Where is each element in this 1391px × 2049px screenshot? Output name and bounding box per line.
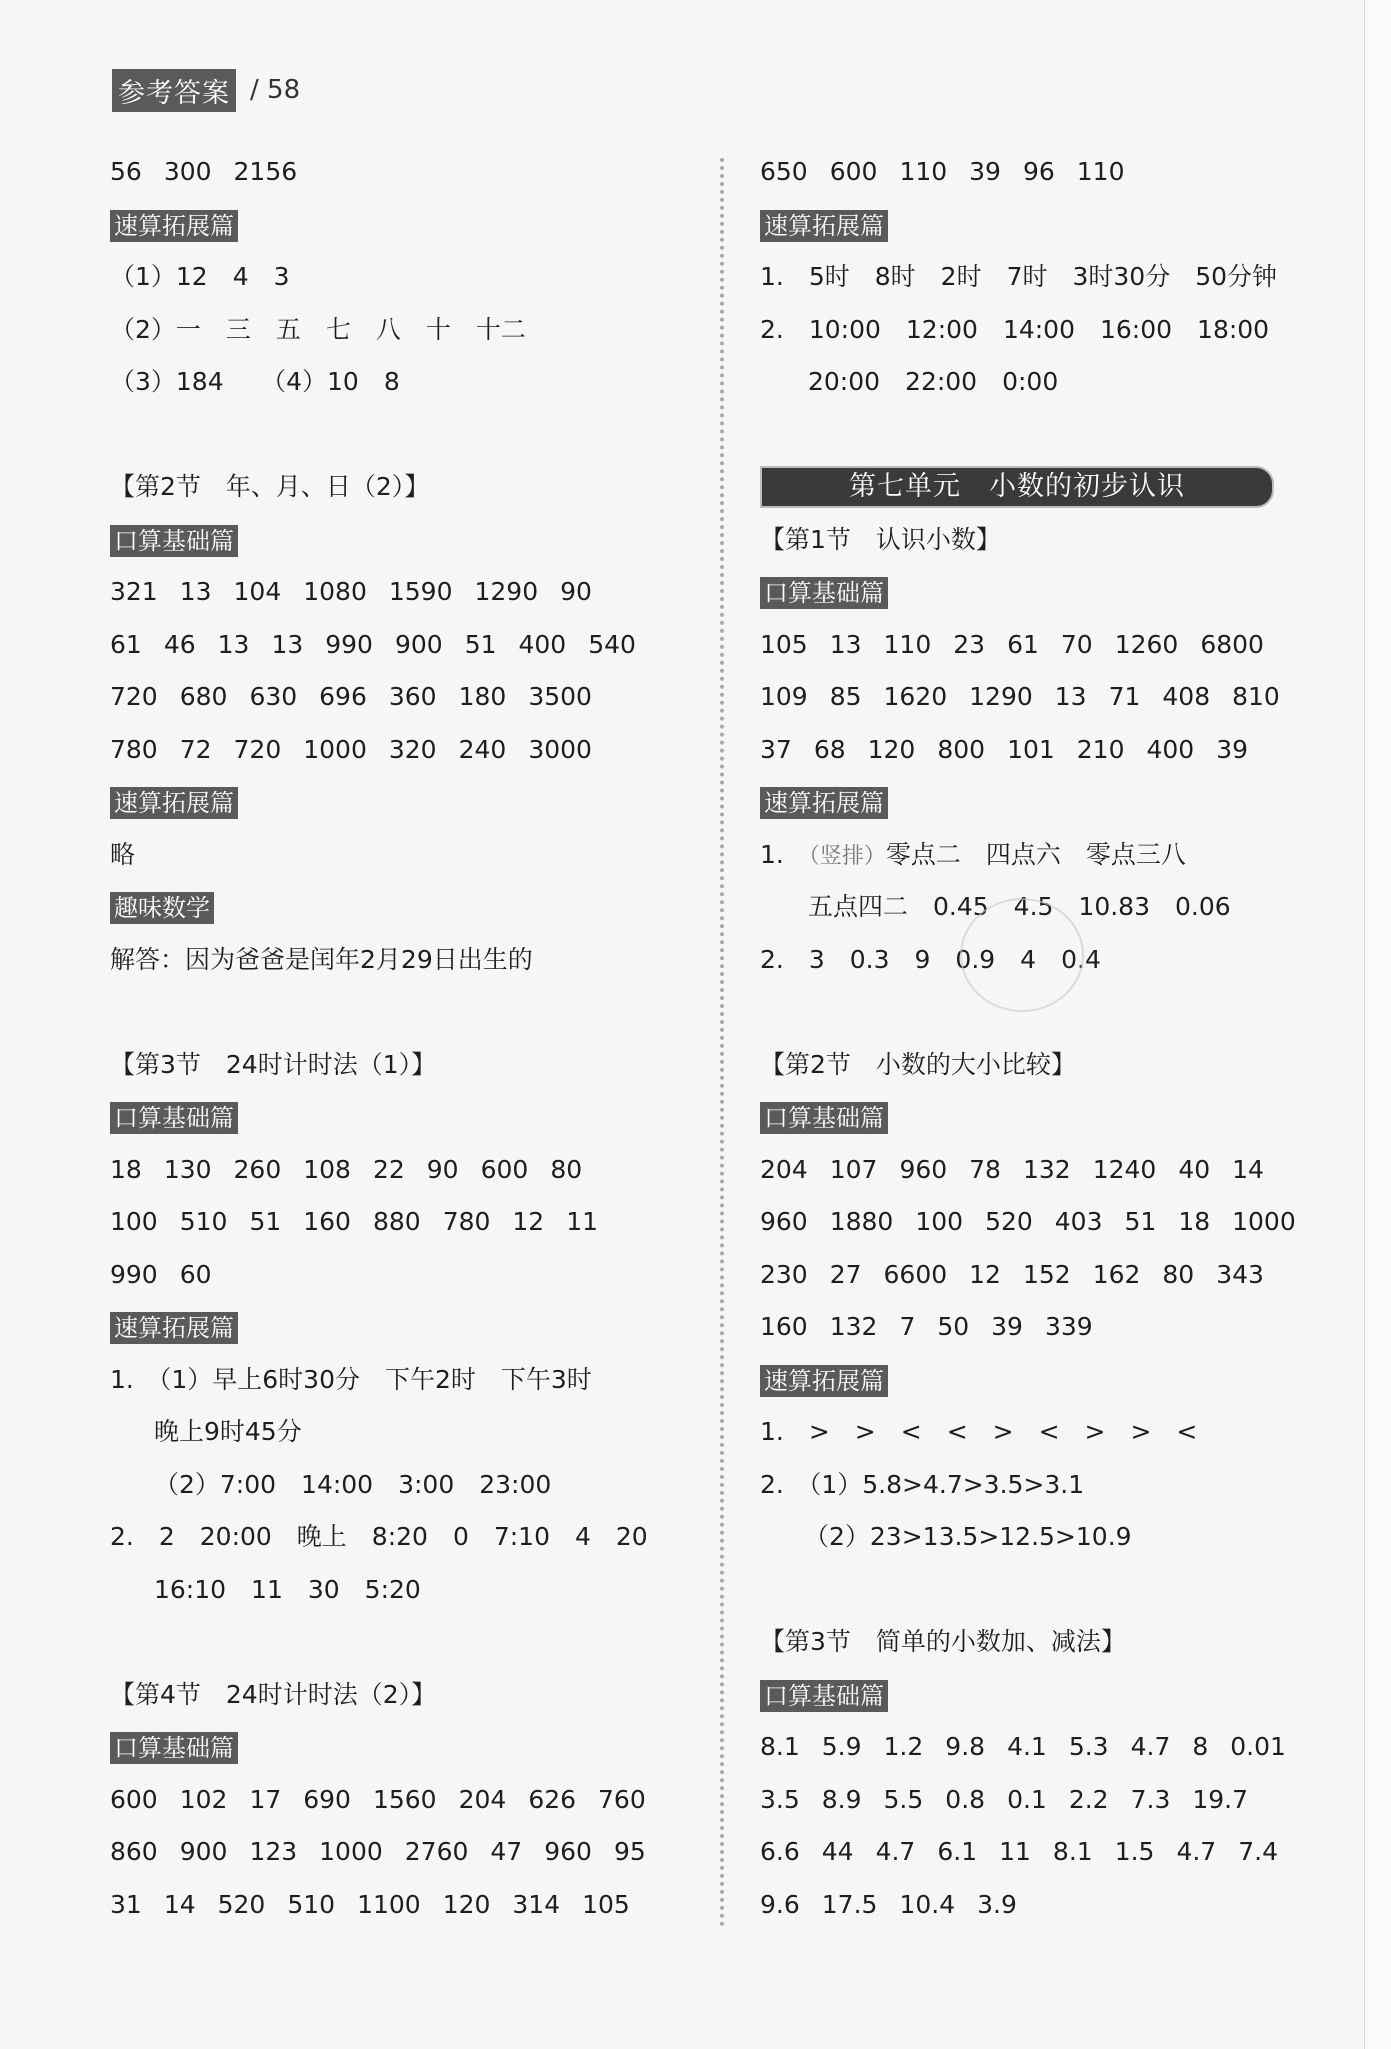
section-label: 口算基础篇 [760,1680,888,1712]
answer-value: 162 [1092,1259,1141,1289]
answer-line: 五点四二 0.45 4.5 10.83 0.06 [808,892,1231,921]
answer-value: 1620 [883,682,948,711]
section-label-line [110,1301,700,1354]
answer-value: 210 [1076,734,1125,764]
answer-value: 1290 [969,682,1033,711]
answer-value: 680 [179,682,228,711]
section-label-line [760,566,1320,619]
answer-value: 27 [829,1259,862,1289]
answer-value: 0.01 [1230,1732,1286,1761]
answer-value: 880 [372,1207,421,1236]
section-label: 口算基础篇 [760,577,888,609]
answer-value: 102 [179,1784,228,1814]
answer-value: 123 [249,1837,298,1866]
answer-value: 50 [937,1312,970,1341]
answer-value: 630 [249,682,298,711]
section-label: 速算拓展篇 [760,1365,888,1397]
answer-value: 4.7 [1176,1837,1217,1866]
answer-value: 44 [821,1837,854,1866]
answer-value: 160 [760,1312,808,1341]
answer-value: 1.2 [883,1732,924,1761]
answer-value: 105 [582,1889,630,1919]
answer-value: 360 [388,682,437,711]
answer-value: 23 [953,629,986,659]
answer-line: （2）23>13.5>12.5>10.9 [804,1522,1132,1551]
answer-value: 3.9 [977,1889,1017,1919]
answer-value: 90 [426,1154,459,1184]
answer-value: 80 [550,1154,583,1184]
answer-value: 6800 [1200,629,1264,659]
answer-value: 0.8 [945,1784,986,1814]
answer-value: 60 [179,1259,212,1289]
answer-value: 320 [388,734,437,764]
spacer [110,986,700,1039]
answer-value: 17.5 [821,1889,878,1919]
section-label-line [110,199,700,252]
answer-value: 1260 [1114,629,1179,659]
section-label: 速算拓展篇 [760,210,888,242]
section-heading: 【第1节 认识小数】 [760,524,1001,554]
answer-row [110,146,700,199]
answer-note: （竖排） [808,843,886,869]
answer-value: 6.1 [937,1837,978,1866]
answer-value: 51 [249,1207,282,1236]
answer-value: 85 [829,682,862,711]
answer-value: 520 [985,1207,1033,1236]
answer-value: 9.6 [760,1889,800,1919]
answer-value: 51 [1124,1207,1157,1236]
answer-value: 321 [110,577,158,606]
answer-line [760,829,1320,882]
answer-row [110,1774,700,1827]
answer-value: 108 [303,1154,351,1184]
answer-value: 14 [1232,1154,1264,1184]
answer-value: 8.1 [760,1732,800,1761]
answer-value: 105 [760,629,808,659]
answer-row [760,1196,1320,1249]
answer-key-label: 参考答案 [112,69,236,112]
answer-line: （1）12 4 3 [110,262,290,291]
answer-line: 2. 10:00 12:00 14:00 16:00 18:00 [760,314,1270,344]
answer-value: 204 [458,1784,507,1814]
answer-value: 110 [1076,157,1125,186]
answer-value: 760 [598,1784,646,1814]
section-label-line [110,776,700,829]
answer-value: 107 [829,1154,878,1184]
answer-line: 2. 3 0.3 9 0.9 4 0.4 [760,944,1101,974]
answer-row [110,1249,700,1302]
answer-value: 1240 [1092,1154,1157,1184]
answer-value: 800 [937,734,986,764]
answer-value: 960 [899,1154,948,1184]
answer-value: 4.7 [875,1837,916,1866]
answer-value: 1880 [829,1207,894,1236]
answer-value: 5.9 [821,1732,862,1761]
answer-value: 2156 [233,157,298,186]
answer-value: 6600 [883,1259,948,1289]
answer-value: 240 [458,734,507,764]
answer-value: 90 [560,577,592,606]
answer-value: 510 [179,1207,228,1236]
answer-value: 80 [1162,1259,1195,1289]
answer-value: 600 [480,1154,529,1184]
answer-value: 960 [544,1837,592,1866]
answer-row [110,1826,700,1879]
answer-value: 11 [566,1207,599,1236]
answer-value: 780 [442,1207,491,1236]
answer-row [760,1774,1320,1827]
section-label-line [110,1721,700,1774]
answer-value: 960 [760,1207,808,1236]
answer-value: 1100 [357,1889,421,1919]
answer-row [760,1249,1320,1302]
answer-value: 18 [110,1154,142,1184]
answer-value: 230 [760,1259,808,1289]
answer-value: 1560 [372,1784,437,1814]
answer-value: 1000 [1232,1207,1296,1236]
answer-value: 2760 [404,1837,469,1866]
answer-value: 39 [969,157,1001,186]
answer-value: 1.5 [1114,1837,1155,1866]
answer-value: 720 [233,734,282,764]
answer-value: 68 [813,734,846,764]
answer-value: 100 [110,1207,158,1236]
answer-value: 104 [233,577,282,606]
answer-line: 20:00 22:00 0:00 [808,367,1059,396]
stamp-mark [960,898,1084,1012]
answer-value: 71 [1108,682,1141,711]
section-heading: 【第2节 年、月、日（2）】 [110,472,430,501]
answer-value: 13 [1054,682,1087,711]
answer-value: 22 [372,1154,405,1184]
answer-row [760,1721,1320,1774]
answer-value: 400 [1146,734,1195,764]
answer-line: 晚上9时45分 [154,1417,302,1446]
section-label: 速算拓展篇 [110,210,238,242]
answer-value: 160 [303,1207,351,1236]
section-label-line [110,881,700,934]
answer-value: 990 [110,1259,158,1289]
answer-value: 810 [1232,682,1280,711]
answer-line: 2. （1）5.8>4.7>3.5>3.1 [760,1469,1085,1499]
answer-value: 130 [163,1154,212,1184]
answer-row [760,671,1320,724]
answer-value: 17 [249,1784,282,1814]
answer-row [760,1879,1320,1932]
answer-value: 260 [233,1154,282,1184]
answer-value: 39 [1216,734,1249,764]
answer-value: 720 [110,682,158,711]
answer-value: 7 [899,1312,916,1341]
answer-value: 46 [163,629,196,659]
answer-value: 18 [1178,1207,1211,1236]
answer-value: 650 [760,157,808,186]
section-label-line [110,514,700,567]
answer-value: 8.1 [1052,1837,1093,1866]
answer-value: 8.9 [821,1784,862,1814]
answer-value: 339 [1044,1312,1093,1341]
answer-value: 132 [829,1312,878,1341]
answer-value: 51 [464,629,497,659]
answer-line: 1. > > < < > < > > < [760,1417,1198,1446]
answer-value: 95 [613,1837,646,1866]
answer-value: 8 [1192,1732,1209,1761]
spacer [110,1616,700,1669]
answer-row [110,619,700,672]
answer-line: （2）7:00 14:00 3:00 23:00 [154,1469,552,1499]
section-label-line [760,1091,1320,1144]
section-label: 速算拓展篇 [110,787,238,819]
answer-line: 16:10 11 30 5:20 [154,1574,421,1604]
answer-value: 70 [1060,629,1093,659]
answer-value: 690 [303,1784,351,1814]
answer-value: 110 [883,629,932,659]
answer-row [110,566,700,619]
answer-value: 19.7 [1192,1784,1249,1814]
section-heading: 【第2节 小数的大小比较】 [760,1049,1076,1079]
answer-row [110,1196,700,1249]
answer-line: （3）184 （4）10 8 [110,367,400,396]
section-heading: 【第4节 24时计时法（2）】 [110,1679,437,1709]
answer-line: 解答：因为爸爸是闰年2月29日出生的 [110,944,533,974]
answer-line: 1. （1）早上6时30分 下午2时 下午3时 [110,1364,592,1394]
answer-value: 2.2 [1068,1784,1109,1814]
answer-line: 略 [110,839,136,869]
answer-value: 408 [1162,682,1211,711]
answer-value: 56 [110,157,142,186]
answer-line: 1. 5时 8时 2时 7时 3时30分 50分钟 [760,262,1278,291]
section-label: 趣味数学 [110,892,214,924]
answer-value: 61 [1007,629,1039,659]
column-divider [720,158,724,1928]
answer-value: 6.6 [760,1837,800,1866]
section-heading: 【第3节 24时计时法（1）】 [110,1049,437,1079]
answer-value: 10.4 [899,1889,956,1919]
answer-value: 13 [829,629,862,659]
section-label-line [760,776,1320,829]
answer-value: 1080 [303,577,367,606]
answer-value: 3500 [528,682,592,711]
section-label-line [760,199,1320,252]
section-label-line [760,1669,1320,1722]
answer-value: 204 [760,1154,808,1184]
answer-value: 403 [1054,1207,1103,1236]
answer-row [110,671,700,724]
answer-value: 12 [512,1207,545,1236]
answer-value: 400 [518,629,567,659]
answer-value: 40 [1178,1154,1211,1184]
answer-value: 3000 [528,734,592,764]
answer-value: 37 [760,734,792,764]
answer-line: （2）一 三 五 七 八 十 十二 [110,314,526,344]
answer-value: 900 [394,629,443,659]
page-number: / 58 [250,75,301,105]
answer-value: 13 [179,577,212,606]
answer-value: 132 [1022,1154,1071,1184]
answer-value: 120 [867,734,916,764]
answer-value: 1000 [319,1837,383,1866]
answer-value: 300 [163,157,212,186]
answer-value: 78 [969,1154,1001,1184]
answer-value: 61 [110,629,142,659]
answer-value: 1290 [474,577,539,606]
section-label: 口算基础篇 [110,525,238,557]
answer-row [760,724,1320,777]
answer-value: 626 [528,1784,577,1814]
section-label-line [110,1091,700,1144]
answer-value: 180 [458,682,507,711]
answer-value: 900 [179,1837,228,1866]
answer-value: 780 [110,734,158,764]
answer-text: 零点二 四点六 零点三八 [885,839,1186,869]
answer-value: 1000 [303,734,367,764]
answer-value: 13 [271,629,304,659]
section-label: 速算拓展篇 [110,1312,238,1344]
answer-value: 110 [899,157,948,186]
answer-value: 100 [915,1207,964,1236]
answer-value: 510 [287,1889,336,1919]
answer-value: 4.1 [1007,1732,1047,1761]
section-label: 口算基础篇 [760,1102,888,1134]
unit-banner: 第七单元 小数的初步认识 [760,466,1274,508]
answer-value: 5.3 [1068,1732,1109,1761]
answer-row [760,146,1320,199]
answer-value: 96 [1022,157,1055,186]
answer-row [760,1301,1320,1354]
spacer [110,409,700,462]
answer-value: 11 [999,1837,1031,1866]
answer-value: 120 [442,1889,491,1919]
answer-value: 0.1 [1007,1784,1047,1814]
spacer [760,409,1320,462]
answer-value: 9.8 [945,1732,986,1761]
unit-banner-line [760,461,1320,514]
answer-value: 4.7 [1130,1732,1171,1761]
section-label: 口算基础篇 [110,1102,238,1134]
answer-value: 13 [217,629,250,659]
answer-row [110,1879,700,1932]
answer-value: 5.5 [883,1784,924,1814]
answer-row [760,1826,1320,1879]
answer-value: 860 [110,1837,158,1866]
answer-value: 14 [163,1889,196,1919]
answer-row [110,724,700,777]
answer-value: 540 [588,629,636,659]
answer-value: 520 [217,1889,266,1919]
answer-value: 600 [829,157,878,186]
answer-prefix: 1. [760,839,809,869]
section-label-line [760,1354,1320,1407]
left-column [110,146,700,1931]
answer-value: 152 [1022,1259,1071,1289]
answer-value: 109 [760,682,808,711]
answer-value: 990 [325,629,373,659]
section-label: 速算拓展篇 [760,787,888,819]
answer-row [760,1144,1320,1197]
answer-value: 47 [490,1837,523,1866]
page-edge [1364,0,1391,2049]
answer-line: 2. 2 20:00 晚上 8:20 0 7:10 4 20 [110,1522,648,1551]
answer-value: 314 [512,1889,561,1919]
spacer [760,1564,1320,1617]
answer-value: 72 [179,734,212,764]
section-label: 口算基础篇 [110,1732,238,1764]
section-heading: 【第3节 简单的小数加、减法】 [760,1627,1126,1656]
answer-value: 696 [319,682,367,711]
answer-value: 343 [1216,1259,1264,1289]
answer-value: 600 [110,1784,158,1814]
answer-value: 101 [1007,734,1055,764]
answer-value: 39 [991,1312,1023,1341]
answer-value: 7.3 [1130,1784,1171,1814]
answer-value: 7.4 [1238,1837,1278,1866]
right-column [760,146,1320,1931]
answer-row [760,619,1320,672]
answer-value: 12 [969,1259,1001,1289]
page-header [112,70,300,110]
answer-value: 3.5 [760,1784,800,1814]
answer-value: 31 [110,1889,142,1919]
answer-row [110,1144,700,1197]
answer-value: 1590 [388,577,453,606]
